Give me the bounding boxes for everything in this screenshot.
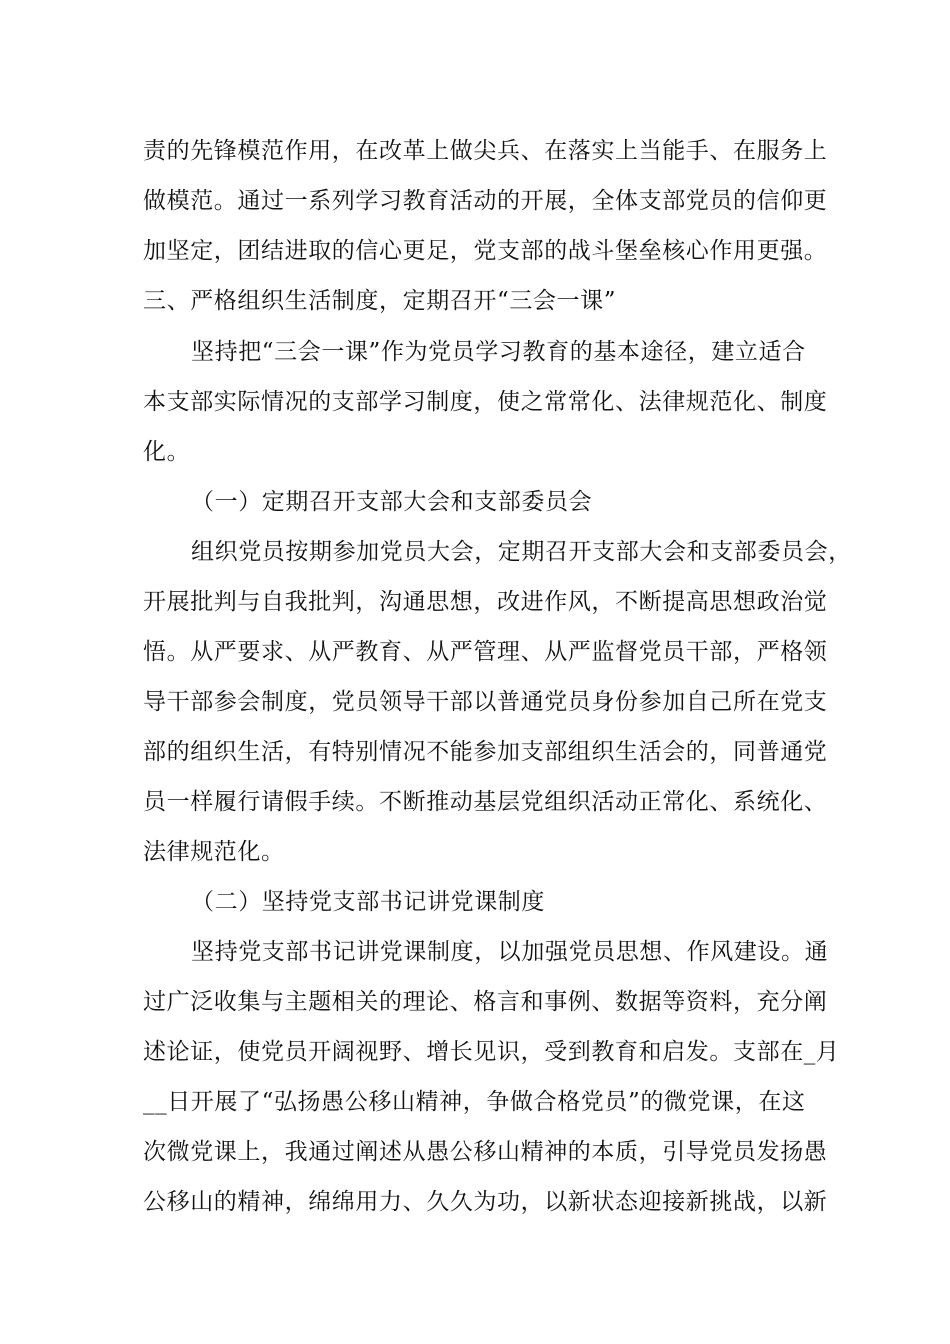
text-line: 加坚定，团结进取的信心更足，党支部的战斗堡垒核心作用更强。 <box>143 238 828 264</box>
text-line: 开展批判与自我批判，沟通思想，改进作风，不断提高思想政治觉 <box>143 589 828 615</box>
text-line: 化。 <box>143 439 191 465</box>
text-line: 过广泛收集与主题相关的理论、格言和事例、数据等资料，充分阐 <box>143 989 828 1015</box>
text-line: 责的先锋模范作用，在改革上做尖兵、在落实上当能手、在服务上 <box>143 138 828 164</box>
text-line: 次微党课上，我通过阐述从愚公移山精神的本质，引导党员发扬愚 <box>143 1139 828 1165</box>
text-line: 导干部参会制度，党员领导干部以普通党员身份参加自己所在党支 <box>143 689 828 715</box>
text-line: 员一样履行请假手续。不断推动基层党组织活动正常化、系统化、 <box>143 789 828 815</box>
text-line: 部的组织生活，有特别情况不能参加支部组织生活会的，同普通党 <box>143 739 828 765</box>
section-heading: 三、严格组织生活制度，定期召开“三会一课” <box>143 288 617 314</box>
text-line: 组织党员按期参加党员大会，定期召开支部大会和支部委员会， <box>191 539 852 565</box>
text-line: 公移山的精神，绵绵用力、久久为功，以新状态迎接新挑战，以新 <box>143 1189 828 1215</box>
text-line: 述论证，使党员开阔视野、增长见识，受到教育和启发。支部在_月 <box>143 1039 840 1065</box>
text-line: 坚持党支部书记讲党课制度，以加强党员思想、作风建设。通 <box>191 939 829 965</box>
text-line: 做模范。通过一系列学习教育活动的开展，全体支部党员的信仰更 <box>143 188 828 214</box>
text-line: 本支部实际情况的支部学习制度，使之常常化、法律规范化、制度 <box>143 389 828 415</box>
text-line: 悟。从严要求、从严教育、从严管理、从严监督党员干部，严格领 <box>143 639 828 665</box>
subsection-heading: （一）定期召开支部大会和支部委员会 <box>191 489 593 515</box>
text-line: 坚持把“三会一课”作为党员学习教育的基本途径，建立适合 <box>191 339 806 365</box>
text-line: 法律规范化。 <box>143 839 285 865</box>
subsection-heading: （二）坚持党支部书记讲党课制度 <box>191 889 545 915</box>
text-line: __日开展了“弘扬愚公移山精神，争做合格党员”的微党课，在这 <box>143 1089 806 1115</box>
